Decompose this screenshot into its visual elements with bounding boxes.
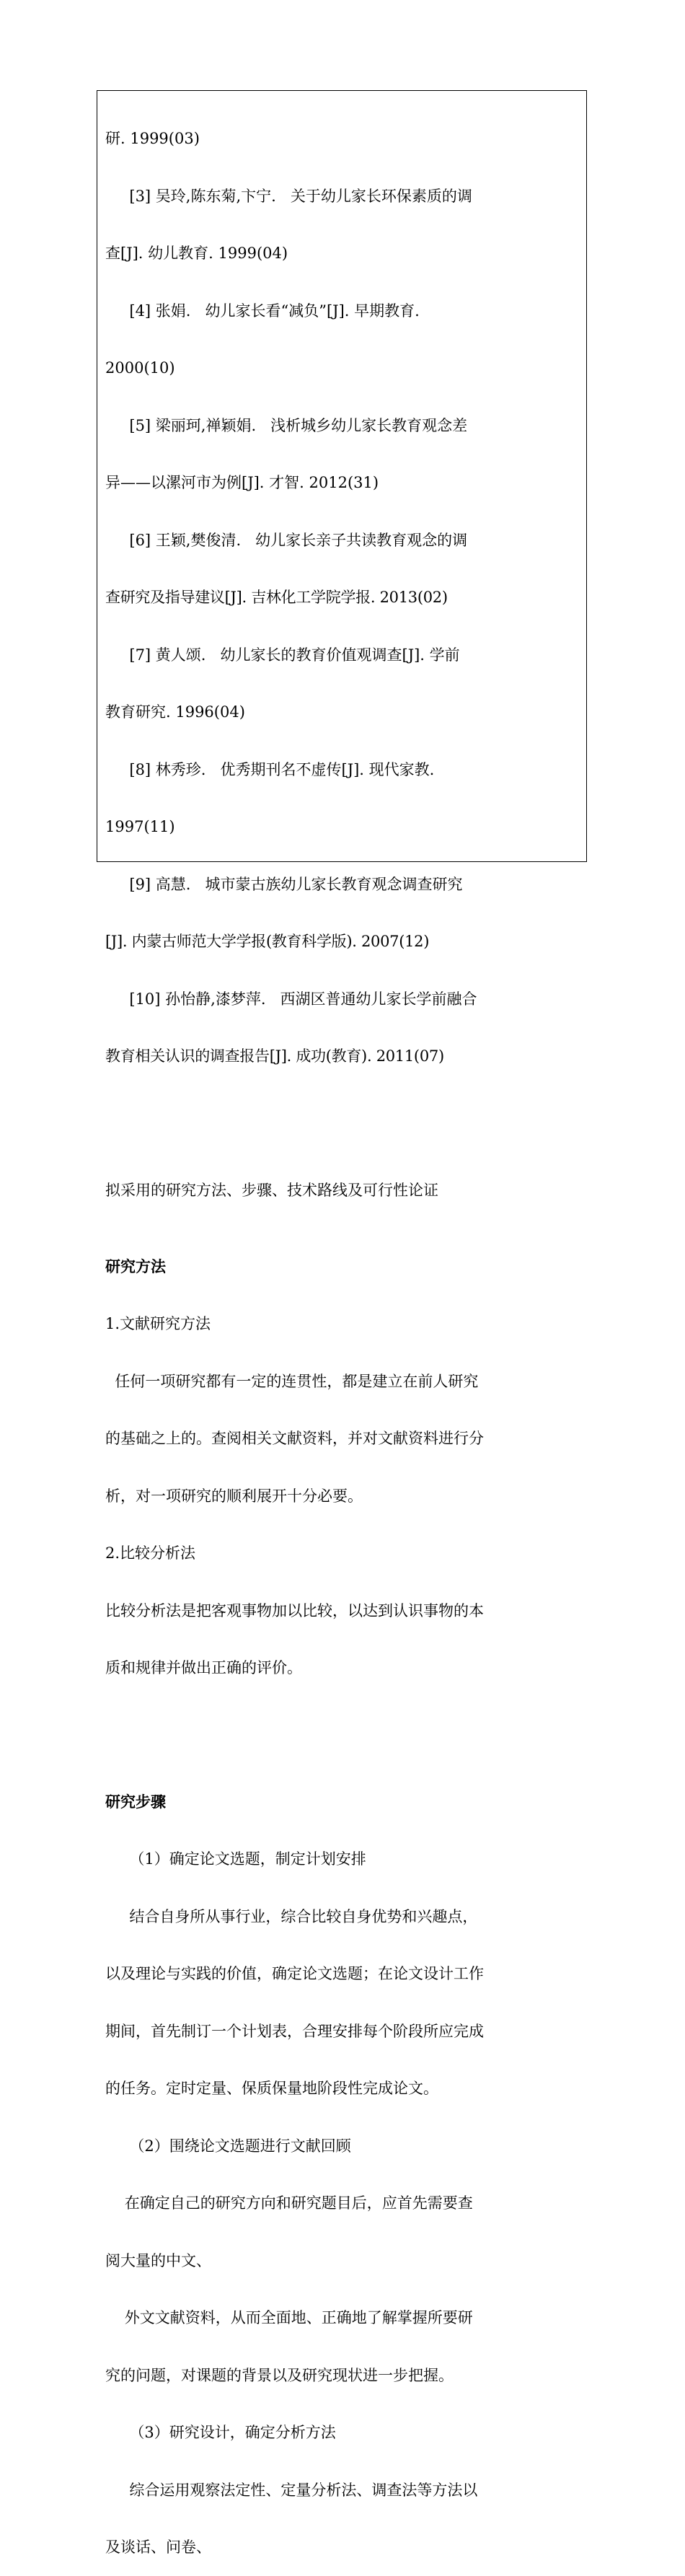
section-heading: 拟采用的研究方法、步骤、技术路线及可行性论证 — [105, 1181, 438, 1199]
paragraph-line: 质和规律并做出正确的评价。 — [105, 1659, 302, 1676]
reference-line: [10] 孙怡静,漆梦萍. 西湖区普通幼儿家长学前融合 — [105, 990, 477, 1008]
reference-line: 研. 1999(03) — [105, 130, 200, 147]
paragraph-line: 的任务。定时定量、保质保量地阶段性完成论文。 — [105, 2080, 438, 2097]
reference-line: [7] 黄人颂. 幼儿家长的教育价值观调查[J]. 学前 — [105, 646, 460, 664]
reference-line: 教育研究. 1996(04) — [105, 703, 245, 721]
paragraph-line: 析，对一项研究的顺利展开十分必要。 — [105, 1487, 363, 1505]
paragraph-line: 期间，首先制订一个计划表，合理安排每个阶段所应完成 — [105, 2022, 484, 2040]
step-title: （3）研究设计，确定分析方法 — [105, 2424, 336, 2441]
reference-line: [8] 林秀珍. 优秀期刊名不虚传[J]. 现代家教. — [105, 760, 435, 778]
method-title: 1.文献研究方法 — [105, 1315, 211, 1332]
paragraph-line: 综合运用观察法定性、定量分析法、调查法等方法以 — [105, 2481, 478, 2499]
reference-line: 2000(10) — [105, 359, 175, 377]
reference-line: 异——以漯河市为例[J]. 才智. 2012(31) — [105, 474, 379, 491]
reference-line: [J]. 内蒙古师范大学学报(教育科学版). 2007(12) — [105, 933, 430, 950]
reference-line: [3] 吴玲,陈东菊,卞宁. 关于幼儿家长环保素质的调 — [105, 187, 472, 205]
blank-line — [105, 1104, 580, 1124]
blank-line — [105, 1716, 580, 1736]
paragraph-line: 究的问题，对课题的背景以及研究现状进一步把握。 — [105, 2366, 454, 2384]
method-title: 2.比较分析法 — [105, 1544, 196, 1562]
document-body — [105, 91, 580, 2576]
reference-line: [5] 梁丽珂,禅颖娟. 浅析城乡幼儿家长教育观念差 — [105, 416, 468, 434]
methods-heading: 研究方法 — [105, 1257, 166, 1275]
reference-line: 教育相关认识的调查报告[J]. 成功(教育). 2011(07) — [105, 1047, 444, 1065]
reference-line: [4] 张娟. 幼儿家长看“减负”[J]. 早期教育. — [105, 302, 420, 320]
reference-line: [9] 高慧. 城市蒙古族幼儿家长教育观念调查研究 — [105, 875, 463, 893]
paragraph-line: 阅大量的中文、 — [105, 2251, 211, 2269]
steps-heading: 研究步骤 — [105, 1792, 166, 1811]
reference-line: 查研究及指导建议[J]. 吉林化工学院学报. 2013(02) — [105, 589, 448, 606]
reference-line: 查[J]. 幼儿教育. 1999(04) — [105, 245, 288, 262]
paragraph-line: 结合自身所从事行业，综合比较自身优势和兴趣点， — [105, 1907, 478, 1925]
reference-line: [6] 王颖,樊俊清. 幼儿家长亲子共读教育观念的调 — [105, 531, 468, 549]
paragraph-line: 外文文献资料，从而全面地、正确地了解掌握所要研 — [105, 2309, 473, 2326]
paragraph-line: 任何一项研究都有一定的连贯性，都是建立在前人研究 — [105, 1372, 479, 1390]
step-title: （2）围绕论文选题进行文献回顾 — [105, 2137, 351, 2155]
step-title: （1）确定论文选题，制定计划安排 — [105, 1850, 366, 1868]
paragraph-line: 的基础之上的。查阅相关文献资料，并对文献资料进行分 — [105, 1430, 484, 1447]
paragraph-line: 以及理论与实践的价值，确定论文选题；在论文设计工作 — [105, 1965, 484, 1982]
paragraph-line: 及谈话、问卷、 — [105, 2538, 211, 2556]
paragraph-line: 在确定自己的研究方向和研究题目后，应首先需要查 — [105, 2194, 473, 2212]
reference-line: 1997(11) — [105, 818, 175, 835]
paragraph-line: 比较分析法是把客观事物加以比较，以达到认识事物的本 — [105, 1601, 484, 1619]
